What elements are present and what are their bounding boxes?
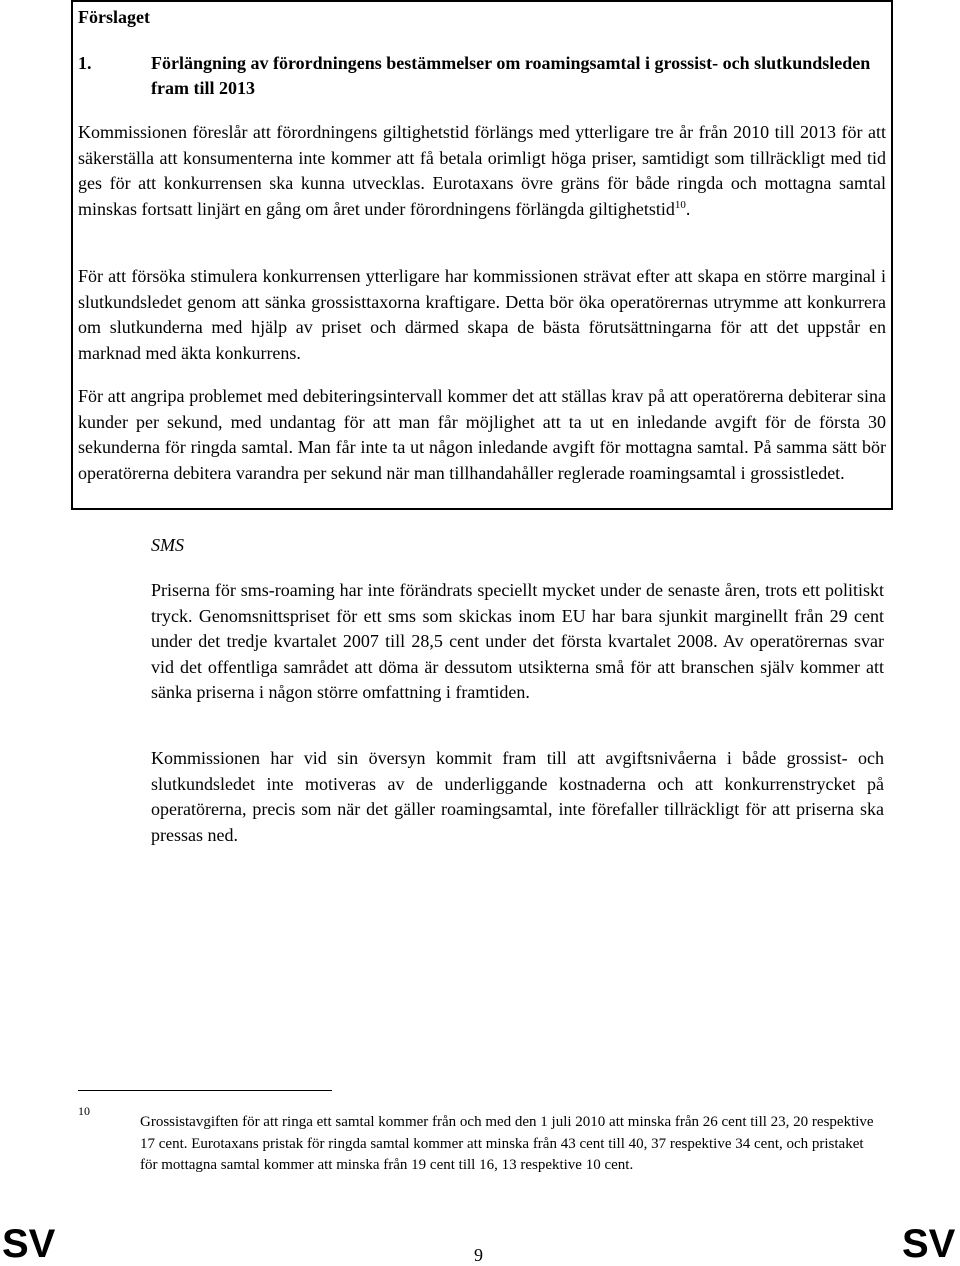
section-title: Förlängning av förordningens bestämmelser om roamingsamtal i grossist- och slutkundsleden fram till 2013 — [151, 53, 871, 98]
footnote-separator — [78, 1090, 332, 1091]
footnote-number: 10 — [78, 1104, 90, 1118]
page-number: 9 — [474, 1245, 483, 1265]
page-heading: Förslaget — [78, 7, 150, 27]
paragraph-validity-extension — [78, 120, 886, 222]
language-code-left: SV — [2, 1222, 56, 1266]
section-number: 1. — [78, 53, 92, 73]
sms-subheading: SMS — [151, 535, 184, 555]
paragraph-sms-prices: Priserna för sms-roaming har inte förändrats speciellt mycket under de senaste åren, trots ett politiskt tryck. Genomsnittspriset för ett sms som skickas inom EU har bara sjunkit marginellt från 29 cent under det tredje kvartalet 2007 till 28,5 cent under det första kvartalet 2008. Av operatörernas svar vid det offentliga samrådet att döma är dessutom utsikterna små för att branschen själv kommer att sänka priserna i någon större omfattning i framtiden. — [151, 580, 884, 702]
footnote-reference[interactable]: 10 — [674, 198, 686, 211]
paragraph-end: . — [685, 198, 691, 219]
language-code-right: SV — [902, 1222, 956, 1266]
paragraph-billing-intervals: För att angripa problemet med debiteringsintervall kommer det att ställas krav på att operatörerna debiterar sina kunder per sekund, med undantag för att man får möjlighet att ta ut en inledande avgift för de första 30 sekunderna för ringda samtal. Man får inte ta ut någon inledande avgift för mottagna samtal. På samma sätt bör operatörerna debitera varandra per sekund när man tillhandahåller reglerade roamingsamtal i grossistledet. — [78, 386, 886, 483]
paragraph-sms-review: Kommissionen har vid sin översyn kommit fram till att avgiftsnivåerna i både grossist- och slutkundsledet inte motiveras av de underliggande kostnaderna och att konkurrenstrycket på operatörerna, precis som när det gäller roamingsamtal, inte förefaller tillräckligt för att priserna ska pressas ned. — [151, 748, 884, 845]
paragraph-competition: För att försöka stimulera konkurrensen ytterligare har kommissionen strävat efter att skapa en större marginal i slutkundsledet genom att sänka grossisttaxorna kraftigare. Detta bör öka operatörernas utrymme att konkurrera om slutkunderna med hjälp av priset och därmed skapa de bästa förutsättningarna för att det uppstår en marknad med äkta konkurrens. — [78, 266, 886, 363]
paragraph-text: Kommissionen föreslår att förordningens giltighetstid förlängs med ytterligare tre år från 2010 till 2013 för att säkerställa att konsumenterna inte kommer att få betala orimligt höga priser, samtidigt som tillräckligt med tid ges för att konkurrensen ska kunna utvecklas. Eurotaxans övre gräns för både ringda och mottagna samtal minskas fortsatt linjärt en gång om året under förordningens förlängda giltighetstid — [78, 122, 886, 219]
footnote-text: Grossistavgiften för att ringa ett samtal kommer från och med den 1 juli 2010 att minska från 26 cent till 23, 20 respektive 17 cent. Eurotaxans pristak för ringda samtal kommer att minska från 43 cent till 40, 37 respektive 34 cent, och pristaket för mottagna samtal kommer att minska från 19 cent till 16, 13 respektive 10 cent. — [140, 1114, 874, 1173]
